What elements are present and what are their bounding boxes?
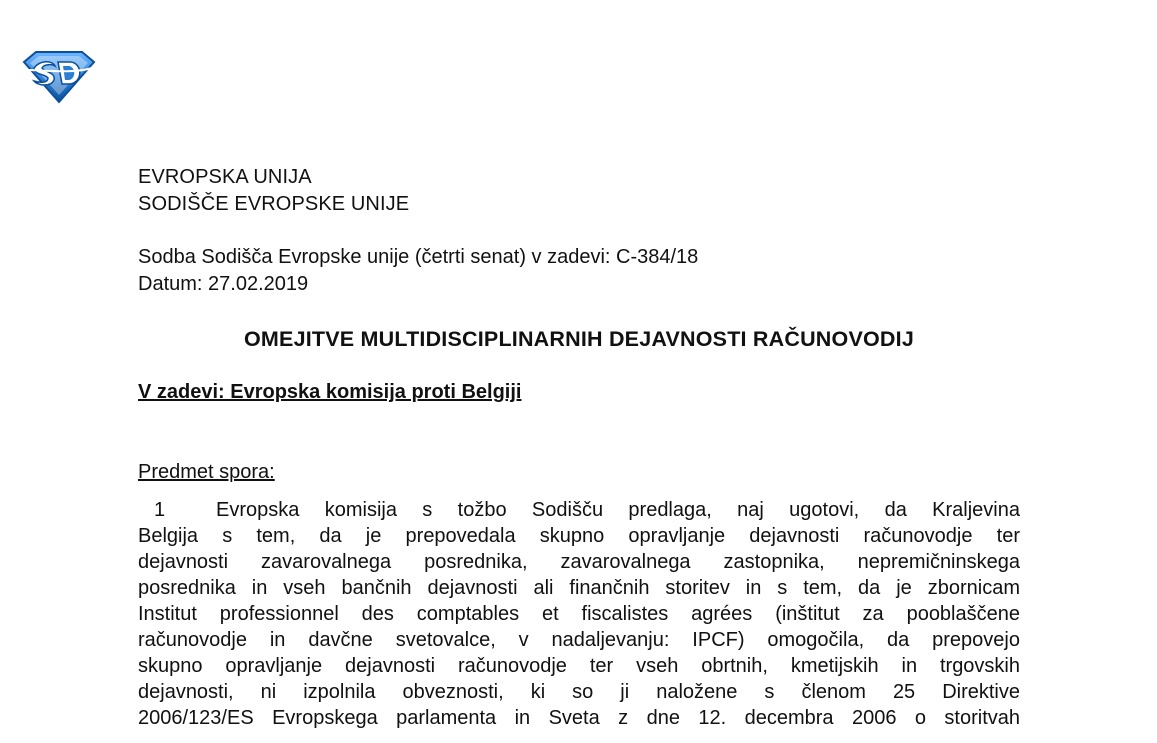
paragraph-line [138, 497, 1020, 523]
paragraph-line: skupno opravljanje dejavnosti računovodje ter vseh obrtnih, kmetijskih in trgovskih [138, 655, 1020, 677]
document-title: OMEJITVE MULTIDISCIPLINARNIH DEJAVNOSTI RAČUNOVODIJ [244, 327, 914, 351]
paragraph-line: Institut professionnel des comptables et fiscalistes agrées (inštitut za pooblaščene [138, 603, 1020, 625]
judgment-reference: Sodba Sodišča Evropske unije (četrti senat) v zadevi: C-384/18 [138, 246, 699, 268]
paragraph-line: računovodje in davčne svetovalce, v nadaljevanju: IPCF) omogočila, da prepovejo [138, 629, 1020, 651]
document-body [138, 164, 1020, 731]
paragraph-line-text: Evropska komisija s tožbo Sodišču predlaga, naj ugotovi, da Kraljevina [216, 499, 1020, 521]
paragraph-line: dejavnosti zavarovalnega posrednika, zavarovalnega zastopnika, nepremičninskega [138, 551, 1020, 573]
court-header-union: EVROPSKA UNIJA [138, 166, 312, 188]
judgment-date: Datum: 27.02.2019 [138, 273, 309, 295]
section-heading-subject: Predmet spora: [138, 461, 275, 483]
paragraph-line: 2006/123/ES Evropskega parlamenta in Sveta z dne 12. decembra 2006 o storitvah [138, 707, 1020, 729]
case-parties: V zadevi: Evropska komisija proti Belgiji [138, 381, 522, 403]
court-logo-icon [22, 48, 96, 104]
court-header-court: SODIŠČE EVROPSKE UNIJE [138, 193, 410, 215]
paragraph-number: 1 [154, 499, 166, 521]
paragraph-line: dejavnosti, ni izpolnila obveznosti, ki so ji naložene s členom 25 Direktive [138, 681, 1020, 703]
paragraph-line: posrednika in vseh bančnih dejavnosti ali finančnih storitev in s tem, da je zbornicam [138, 577, 1020, 599]
paragraph-line: Belgija s tem, da je prepovedala skupno opravljanje dejavnosti računovodje ter [138, 525, 1020, 547]
paragraph-1 [138, 497, 1020, 731]
